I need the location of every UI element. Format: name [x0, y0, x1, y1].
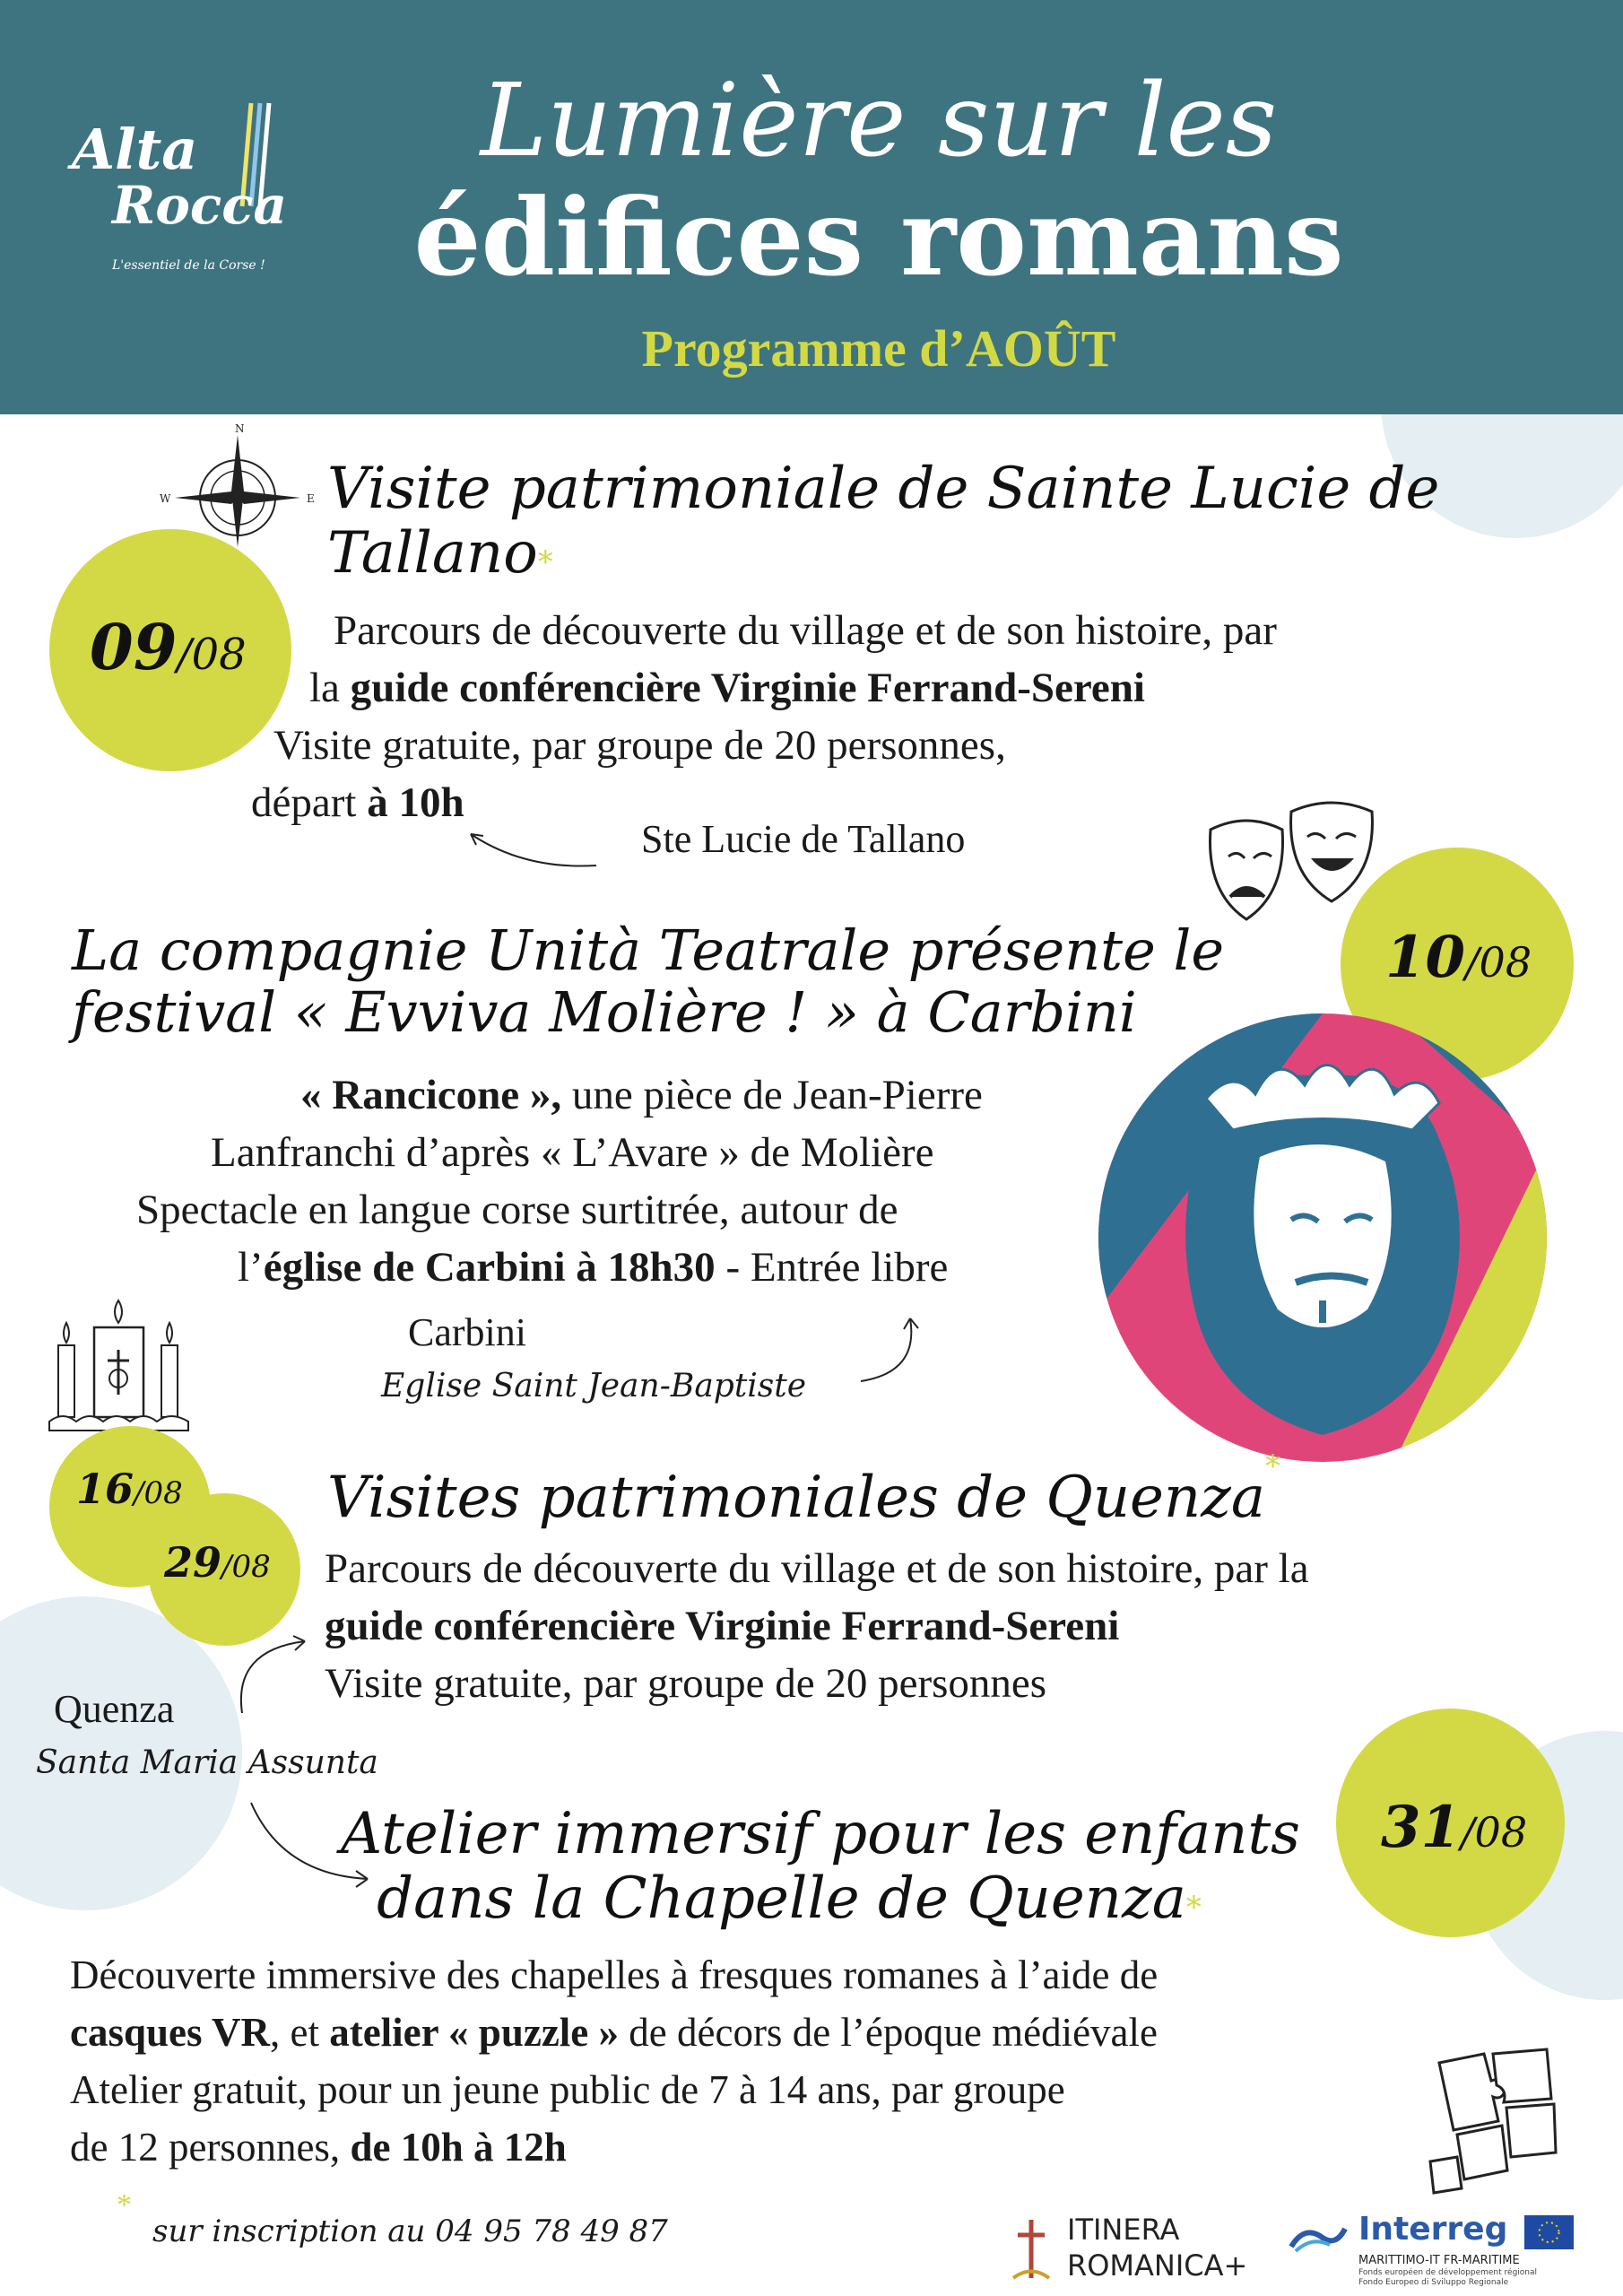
interreg-title: Interreg: [1358, 2211, 1508, 2248]
event1-title-line1: Visite patrimoniale de Sainte Lucie de: [327, 456, 1440, 522]
event2-title-line1: La compagnie Unità Teatrale présente le: [72, 918, 1225, 983]
event4-time: de 10h à 12h: [350, 2125, 567, 2170]
date-month: /08: [1461, 1808, 1528, 1857]
interreg-subtitle: MARITTIMO-IT FR-MARITIME: [1358, 2254, 1520, 2267]
event1-title: [327, 457, 1439, 586]
event2-line2: Lanfranchi d’après « L’Avare » de Molière: [211, 1129, 934, 1176]
interreg-fund-it: Fondo Europeo di Sviluppo Regionale: [1358, 2278, 1509, 2287]
date-label-10-08: [1385, 924, 1532, 991]
interreg-swoosh-icon: [1287, 2220, 1350, 2256]
date-day: 09: [90, 610, 178, 684]
date-label-31-08: [1381, 1794, 1527, 1861]
arrow-icon: [453, 807, 614, 879]
interreg-fund-fr: Fonds européen de développement régional: [1358, 2268, 1538, 2277]
event1-title-line2-text: Tallano: [327, 519, 538, 587]
date-month: /08: [177, 630, 247, 680]
itinera-cross-icon: [1004, 2215, 1058, 2287]
star-icon: *: [1185, 1889, 1202, 1926]
event1-time: à 10h: [367, 779, 464, 826]
date-label-16-08: [76, 1465, 183, 1513]
event1-line3: Visite gratuite, par groupe de 20 personnes,: [273, 722, 1006, 769]
arrow-icon: [229, 1623, 318, 1722]
date-day: 31: [1381, 1794, 1462, 1861]
event2-line4-pre: l’: [238, 1244, 264, 1291]
arrow-icon: [852, 1309, 942, 1390]
event1-title-line2: [327, 519, 1439, 587]
event4-title-line2: [341, 1867, 1237, 1932]
event4-vr: casques VR: [70, 2010, 270, 2055]
candles-icon: [45, 1296, 197, 1439]
event4-line1: Découverte immersive des chapelles à fresques romanes à l’aide de: [70, 1952, 1159, 1997]
itinera-romanica-logo: [1004, 2211, 1273, 2292]
event4-line3: Atelier gratuit, pour un jeune public de 7 à 14 ans, par groupe: [70, 2067, 1065, 2112]
event2-place-sub: Eglise Saint Jean-Baptiste: [381, 1368, 807, 1405]
event2-line4: [238, 1239, 948, 1296]
logo-text-rocca: Rocca: [112, 175, 288, 236]
event3-line2: [325, 1598, 1119, 1655]
event2-title: [72, 919, 1224, 1044]
date-day: 10: [1385, 924, 1466, 991]
event2-play-title: « Rancicone »,: [300, 1072, 562, 1118]
alta-rocca-logo: [63, 99, 288, 278]
itinera-line2: ROMANICA+: [1067, 2248, 1248, 2283]
date-day: 16: [76, 1465, 135, 1513]
eu-flag-icon: [1524, 2215, 1574, 2249]
logo-tagline: L'essentiel de la Corse !: [112, 258, 265, 273]
interreg-logo: [1287, 2211, 1583, 2292]
event1-line4-pre: départ: [251, 779, 368, 826]
event3-line1: Parcours de découverte du village et de son histoire, par la: [325, 1545, 1309, 1592]
event3-line3: Visite gratuite, par groupe de 20 personnes: [325, 1660, 1047, 1707]
event1-line2-pre: la: [309, 665, 351, 711]
event1-guide: guide conférencière Virginie Ferrand-Sereni: [350, 665, 1145, 711]
event2-place: Carbini: [408, 1310, 526, 1354]
event4-title: [341, 1801, 1300, 1932]
inscription-note: sur inscription au 04 95 78 49 87: [152, 2213, 668, 2249]
event4-line2: [70, 2005, 1158, 2060]
header-title-line2: édifices romans: [413, 175, 1344, 300]
svg-text:W: W: [160, 492, 171, 505]
event4-line2-mid: , et: [269, 2010, 330, 2055]
moliere-portrait: [1098, 1013, 1547, 1462]
event4-puzzle: atelier « puzzle »: [329, 2010, 620, 2055]
date-label-29-08: [164, 1538, 271, 1587]
event4-title-line2-text: dans la Chapelle de Quenza: [377, 1865, 1186, 1932]
header-overlap-cover: [1381, 269, 1623, 414]
star-icon: *: [537, 544, 553, 580]
event4-line2-rest: de décors de l’époque médiévale: [619, 2010, 1159, 2055]
event1-line2: [309, 660, 1145, 717]
event3-title-line1: Visites patrimoniales de Quenza: [327, 1465, 1265, 1531]
star-icon: *: [1265, 1448, 1280, 1484]
event2-venue: église de Carbini à 18h30: [263, 1244, 716, 1291]
eu-stars: [1524, 2215, 1574, 2249]
header-title-line1: Lumière sur les: [480, 63, 1278, 179]
event4-line4: [70, 2120, 567, 2175]
moliere-portrait-svg: [1098, 1013, 1547, 1462]
event3-place: Quenza: [54, 1687, 175, 1731]
date-month: /08: [1465, 938, 1532, 987]
event1-place: Ste Lucie de Tallano: [641, 817, 966, 861]
date-month: /08: [134, 1475, 183, 1511]
event3-title: [327, 1448, 1280, 1531]
date-month: /08: [221, 1549, 271, 1585]
date-label-09-08: [90, 610, 247, 684]
event2-line3: Spectacle en langue corse surtitrée, autour de: [136, 1187, 898, 1233]
event2-line1-rest: une pièce de Jean-Pierre: [561, 1072, 983, 1118]
event4-line4-pre: de 12 personnes,: [70, 2125, 351, 2170]
logo-text-alta: Alta: [72, 117, 198, 182]
event3-place-sub: Santa Maria Assunta: [36, 1744, 378, 1781]
event2-title-line2: festival « Evviva Molière ! » à Carbini: [72, 979, 1137, 1046]
svg-text:E: E: [307, 492, 315, 505]
event2-line4-rest: - Entrée libre: [715, 1244, 949, 1291]
event3-guide: guide conférencière Virginie Ferrand-Sereni: [325, 1603, 1120, 1649]
event4-title-line1: Atelier immersif pour les enfants: [341, 1801, 1300, 1867]
header-subtitle: Programme d’AOÛT: [641, 319, 1116, 378]
svg-text:N: N: [235, 422, 245, 435]
event1-line1: Parcours de découverte du village et de son histoire, par: [334, 607, 1277, 654]
itinera-line1: ITINERA: [1067, 2213, 1180, 2247]
puzzle-icon: [1421, 2045, 1565, 2197]
star-icon: *: [117, 2188, 132, 2222]
event2-line1: [300, 1067, 983, 1124]
event1-line4: [251, 775, 464, 831]
date-day: 29: [164, 1538, 222, 1587]
